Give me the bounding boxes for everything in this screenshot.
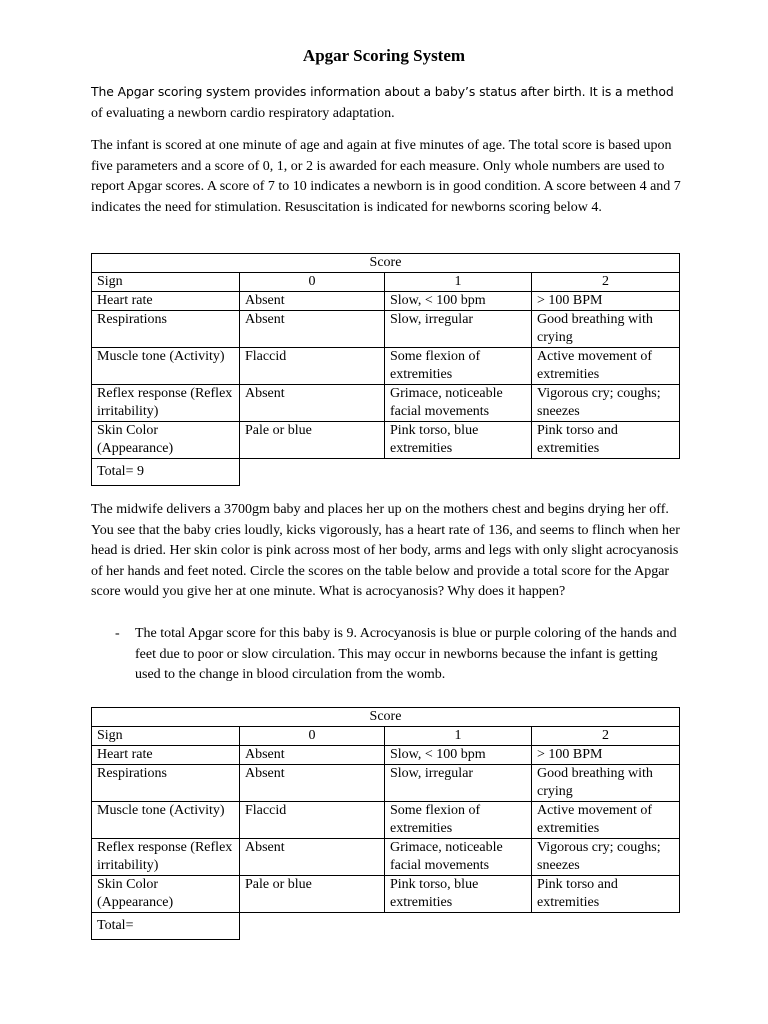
table-cell: Muscle tone (Activity) [92,802,240,839]
table-cell: Slow, < 100 bpm [385,292,532,311]
total-row [92,459,680,486]
table-cell: Absent [240,839,385,876]
table-row [92,765,680,802]
column-sign: Sign [92,273,240,292]
column-score-2: 2 [532,273,680,292]
table-cell: Pink torso, blue extremities [385,422,532,459]
table-cell: Respirations [92,765,240,802]
score-header: Score [92,254,680,273]
table-cell: Some flexion of extremities [385,802,532,839]
total-cell: Total= 9 [92,459,240,486]
answer-text: The total Apgar score for this baby is 9. Acrocyanosis is blue or purple coloring of the hands and feet due to poor or slow circulation. This may occur in newborns because the infant is getting used to the change in blood circulation from the womb. [135,626,677,682]
table-cell: Active movement of extremities [532,348,680,385]
table-row [92,746,680,765]
table-cell: Grimace, noticeable facial movements [385,385,532,422]
score-header: Score [92,708,680,727]
table-row [92,422,680,459]
column-score-2: 2 [532,727,680,746]
table-cell: Absent [240,746,385,765]
table-column-row [92,273,680,292]
table-cell: Pink torso, blue extremities [385,876,532,913]
table-cell: Reflex response (Reflex irritability) [92,839,240,876]
table-cell: Slow, < 100 bpm [385,746,532,765]
table-cell: Good breathing with crying [532,765,680,802]
table-cell: Grimace, noticeable facial movements [385,839,532,876]
table-cell: Pale or blue [240,422,385,459]
table-row [92,802,680,839]
answer-bullet: - [115,626,120,641]
intro-line-1: The Apgar scoring system provides information about a baby’s status after birth. It is a method [91,84,674,99]
column-score-1: 1 [385,273,532,292]
table-cell: Skin Color (Appearance) [92,876,240,913]
table-cell: Muscle tone (Activity) [92,348,240,385]
column-sign: Sign [92,727,240,746]
table-cell: Active movement of extremities [532,802,680,839]
table-row [92,348,680,385]
table-row [92,839,680,876]
table-cell: Flaccid [240,348,385,385]
table-cell: > 100 BPM [532,746,680,765]
table-cell: Absent [240,311,385,348]
table-row [92,385,680,422]
table-cell: Absent [240,385,385,422]
table-cell: > 100 BPM [532,292,680,311]
total-input-cell[interactable]: Total= [92,913,240,940]
column-score-1: 1 [385,727,532,746]
table-cell: Pale or blue [240,876,385,913]
table-cell: Flaccid [240,802,385,839]
table-column-row [92,727,680,746]
table-cell: Vigorous cry; coughs; sneezes [532,839,680,876]
case-paragraph: The midwife delivers a 3700gm baby and places her up on the mothers chest and begins drying her off. You see that the baby cries loudly, kicks vigorously, has a heart rate of 136, and seems to flinch when her head is dried. Her skin color is pink across most of her body, arms and legs with only slight acrocyanosis of her hands and feet noted. Circle the scores on the table below and provide a total score for the Apgar score would you give her at one minute. What is acrocyanosis? Why does it happen? [91,502,680,599]
column-score-0: 0 [240,727,385,746]
table-cell: Respirations [92,311,240,348]
table-cell: Slow, irregular [385,311,532,348]
table-header-row [92,708,680,727]
intro-paragraph [91,82,681,124]
table-cell: Pink torso and extremities [532,876,680,913]
apgar-table-blank [91,707,680,940]
table-cell: Heart rate [92,292,240,311]
table-cell: Good breathing with crying [532,311,680,348]
table-cell: Heart rate [92,746,240,765]
table-cell: Slow, irregular [385,765,532,802]
apgar-table-filled [91,253,680,486]
intro-line-2: of evaluating a newborn cardio respiratory adaptation. [91,105,395,121]
scoring-paragraph: The infant is scored at one minute of age and again at five minutes of age. The total score is based upon five parameters and a score of 0, 1, or 2 is awarded for each measure. Only whole numbers are used to report Apgar scores. A score of 7 to 10 indicates a newborn is in good condition. A score between 4 and 7 indicates the need for stimulation. Resuscitation is indicated for newborns scoring below 4. [91,138,681,215]
answer-item [91,624,681,686]
table-row [92,876,680,913]
table-row [92,311,680,348]
table-header-row [92,254,680,273]
table-cell: Reflex response (Reflex irritability) [92,385,240,422]
table-cell: Some flexion of extremities [385,348,532,385]
page-title: Apgar Scoring System [302,46,466,65]
table-cell: Skin Color (Appearance) [92,422,240,459]
table-cell: Absent [240,292,385,311]
column-score-0: 0 [240,273,385,292]
table-cell: Vigorous cry; coughs; sneezes [532,385,680,422]
total-row [92,913,680,940]
table-row [92,292,680,311]
table-cell: Pink torso and extremities [532,422,680,459]
table-cell: Absent [240,765,385,802]
